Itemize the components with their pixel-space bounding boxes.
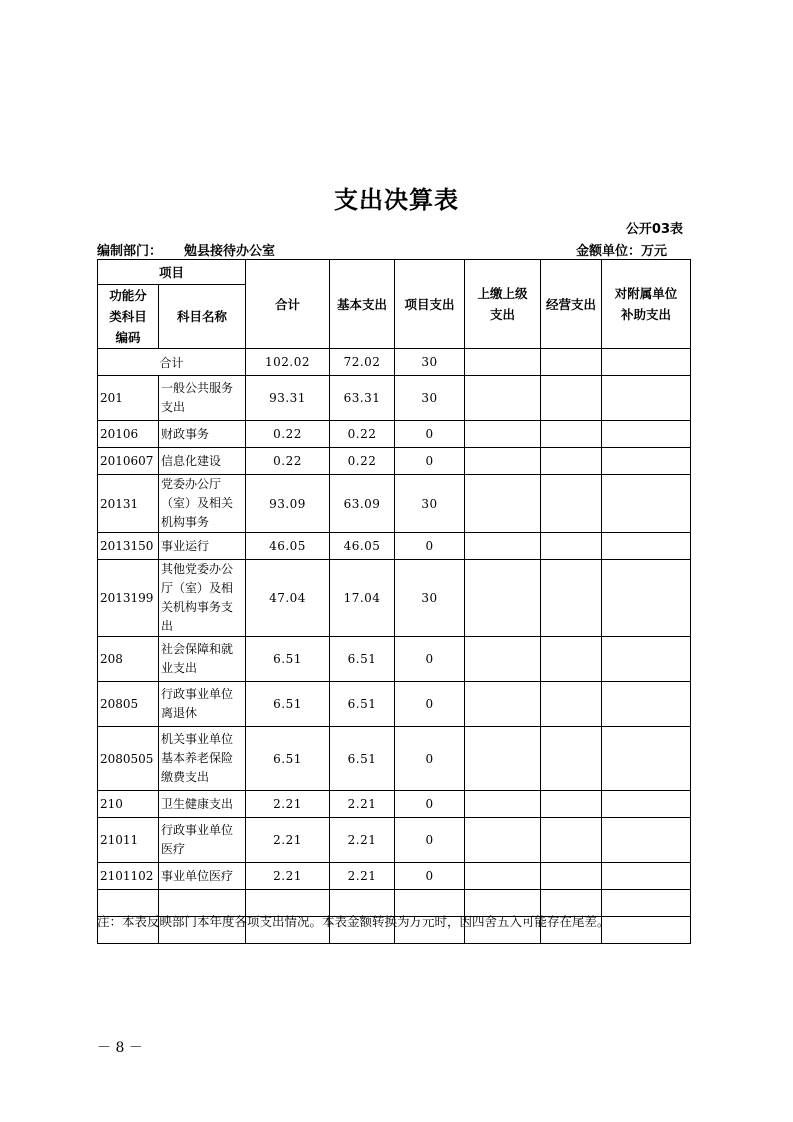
row-code: 21011 bbox=[98, 818, 159, 863]
header-name: 科目名称 bbox=[159, 285, 246, 349]
row-code: 2013150 bbox=[98, 533, 159, 560]
row-upper bbox=[465, 421, 541, 448]
row-name: 事业运行 bbox=[159, 533, 246, 560]
row-name: 事业单位医疗 bbox=[159, 863, 246, 890]
empty-cell bbox=[602, 890, 691, 917]
row-code: 210 bbox=[98, 791, 159, 818]
row-code: 201 bbox=[98, 376, 159, 421]
row-total: 0.22 bbox=[246, 448, 330, 475]
total-row-total: 102.02 bbox=[246, 349, 330, 376]
row-total: 2.21 bbox=[246, 818, 330, 863]
row-subsidy bbox=[602, 727, 691, 791]
row-subsidy bbox=[602, 448, 691, 475]
row-name: 一般公共服务支出 bbox=[159, 376, 246, 421]
row-operating bbox=[541, 791, 602, 818]
row-operating bbox=[541, 560, 602, 637]
row-upper bbox=[465, 818, 541, 863]
row-project: 30 bbox=[395, 376, 465, 421]
total-row-project: 30 bbox=[395, 349, 465, 376]
row-basic: 63.31 bbox=[330, 376, 395, 421]
row-code: 2101102 bbox=[98, 863, 159, 890]
row-upper bbox=[465, 637, 541, 682]
row-basic: 2.21 bbox=[330, 818, 395, 863]
table-row bbox=[98, 818, 691, 863]
table-row bbox=[98, 376, 691, 421]
row-subsidy bbox=[602, 682, 691, 727]
row-basic: 2.21 bbox=[330, 863, 395, 890]
total-row-operating bbox=[541, 349, 602, 376]
row-name: 其他党委办公厅（室）及相关机构事务支出 bbox=[159, 560, 246, 637]
row-subsidy bbox=[602, 637, 691, 682]
table-body bbox=[98, 349, 691, 944]
table-row bbox=[98, 727, 691, 791]
table-row bbox=[98, 421, 691, 448]
row-code: 208 bbox=[98, 637, 159, 682]
row-subsidy bbox=[602, 863, 691, 890]
row-operating bbox=[541, 682, 602, 727]
row-code: 2010607 bbox=[98, 448, 159, 475]
header-total: 合计 bbox=[246, 260, 330, 349]
row-operating bbox=[541, 448, 602, 475]
row-project: 0 bbox=[395, 682, 465, 727]
table-row bbox=[98, 448, 691, 475]
row-subsidy bbox=[602, 560, 691, 637]
row-basic: 6.51 bbox=[330, 682, 395, 727]
page-number: － 8 － bbox=[97, 1040, 143, 1056]
row-subsidy bbox=[602, 533, 691, 560]
total-row-basic: 72.02 bbox=[330, 349, 395, 376]
row-upper bbox=[465, 791, 541, 818]
row-project: 30 bbox=[395, 475, 465, 533]
header-project: 项目支出 bbox=[395, 260, 465, 349]
row-name: 党委办公厅（室）及相关机构事务 bbox=[159, 475, 246, 533]
row-basic: 0.22 bbox=[330, 421, 395, 448]
row-basic: 6.51 bbox=[330, 727, 395, 791]
row-basic: 63.09 bbox=[330, 475, 395, 533]
row-upper bbox=[465, 560, 541, 637]
table-row bbox=[98, 475, 691, 533]
table-row bbox=[98, 637, 691, 682]
header-item: 项目 bbox=[98, 260, 246, 285]
dept-info bbox=[97, 240, 275, 259]
row-operating bbox=[541, 818, 602, 863]
total-row-subsidy bbox=[602, 349, 691, 376]
row-upper bbox=[465, 376, 541, 421]
row-name: 信息化建设 bbox=[159, 448, 246, 475]
row-project: 0 bbox=[395, 863, 465, 890]
row-basic: 17.04 bbox=[330, 560, 395, 637]
total-row-label: 合计 bbox=[98, 349, 246, 376]
row-total: 93.09 bbox=[246, 475, 330, 533]
row-subsidy bbox=[602, 421, 691, 448]
empty-cell bbox=[602, 917, 691, 944]
row-name: 社会保障和就业支出 bbox=[159, 637, 246, 682]
header-upper: 上缴上级支出 bbox=[465, 260, 541, 349]
header-basic: 基本支出 bbox=[330, 260, 395, 349]
row-total: 47.04 bbox=[246, 560, 330, 637]
row-operating bbox=[541, 727, 602, 791]
row-upper bbox=[465, 863, 541, 890]
row-total: 6.51 bbox=[246, 727, 330, 791]
row-subsidy bbox=[602, 791, 691, 818]
row-total: 6.51 bbox=[246, 682, 330, 727]
row-basic: 0.22 bbox=[330, 448, 395, 475]
row-project: 30 bbox=[395, 560, 465, 637]
row-upper bbox=[465, 448, 541, 475]
row-project: 0 bbox=[395, 421, 465, 448]
unit-label: 金额单位：万元 bbox=[575, 244, 667, 259]
table-row bbox=[98, 791, 691, 818]
total-row-upper bbox=[465, 349, 541, 376]
row-total: 2.21 bbox=[246, 863, 330, 890]
row-project: 0 bbox=[395, 818, 465, 863]
row-project: 0 bbox=[395, 533, 465, 560]
row-upper bbox=[465, 533, 541, 560]
expense-table bbox=[97, 259, 691, 944]
header-operating: 经营支出 bbox=[541, 260, 602, 349]
row-operating bbox=[541, 421, 602, 448]
row-total: 6.51 bbox=[246, 637, 330, 682]
row-total: 0.22 bbox=[246, 421, 330, 448]
table-row bbox=[98, 682, 691, 727]
row-code: 2013199 bbox=[98, 560, 159, 637]
total-row bbox=[98, 349, 691, 376]
row-subsidy bbox=[602, 475, 691, 533]
row-code: 20805 bbox=[98, 682, 159, 727]
row-upper bbox=[465, 682, 541, 727]
row-operating bbox=[541, 376, 602, 421]
row-operating bbox=[541, 863, 602, 890]
form-code: 公开03表 bbox=[625, 222, 683, 237]
row-basic: 2.21 bbox=[330, 791, 395, 818]
header-subsidy: 对附属单位补助支出 bbox=[602, 260, 691, 349]
dept-label: 编制部门： bbox=[97, 244, 163, 259]
row-name: 机关事业单位基本养老保险缴费支出 bbox=[159, 727, 246, 791]
row-code: 20106 bbox=[98, 421, 159, 448]
row-total: 93.31 bbox=[246, 376, 330, 421]
dept-name: 勉县接待办公室 bbox=[184, 244, 276, 259]
row-upper bbox=[465, 727, 541, 791]
row-name: 行政事业单位离退休 bbox=[159, 682, 246, 727]
row-name: 卫生健康支出 bbox=[159, 791, 246, 818]
footnote: 注：本表反映部门本年度各项支出情况。本表金额转换为万元时，因四舍五入可能存在尾差。 bbox=[97, 914, 610, 929]
row-name: 财政事务 bbox=[159, 421, 246, 448]
row-operating bbox=[541, 475, 602, 533]
table-row bbox=[98, 533, 691, 560]
row-subsidy bbox=[602, 376, 691, 421]
row-name: 行政事业单位医疗 bbox=[159, 818, 246, 863]
row-code: 20131 bbox=[98, 475, 159, 533]
row-operating bbox=[541, 533, 602, 560]
table-row bbox=[98, 863, 691, 890]
row-basic: 46.05 bbox=[330, 533, 395, 560]
row-basic: 6.51 bbox=[330, 637, 395, 682]
table-row bbox=[98, 560, 691, 637]
row-operating bbox=[541, 637, 602, 682]
page-title: 支出决算表 bbox=[334, 186, 459, 214]
row-project: 0 bbox=[395, 727, 465, 791]
row-project: 0 bbox=[395, 448, 465, 475]
row-project: 0 bbox=[395, 791, 465, 818]
row-upper bbox=[465, 475, 541, 533]
header-code: 功能分类科目编码 bbox=[98, 285, 159, 349]
row-subsidy bbox=[602, 818, 691, 863]
row-total: 2.21 bbox=[246, 791, 330, 818]
row-code: 2080505 bbox=[98, 727, 159, 791]
row-total: 46.05 bbox=[246, 533, 330, 560]
row-project: 0 bbox=[395, 637, 465, 682]
